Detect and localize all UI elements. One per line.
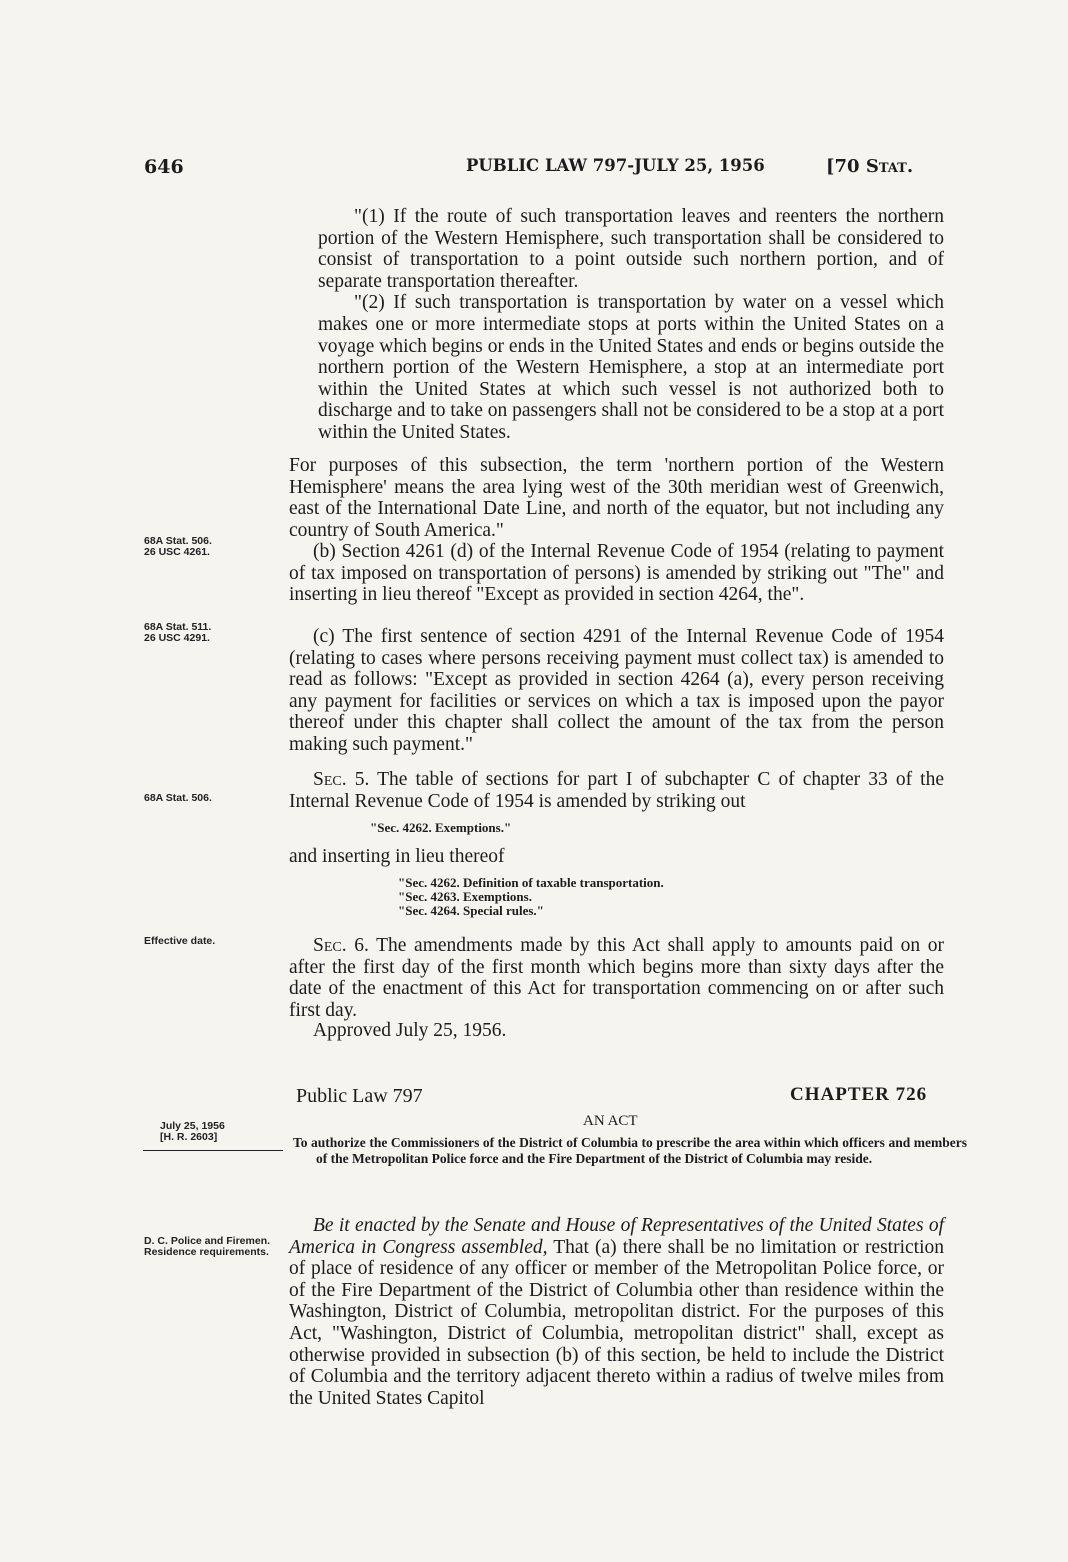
- margin-note-sec5: 68A Stat. 506.: [144, 792, 212, 804]
- enacting-paragraph: [289, 1215, 944, 1409]
- running-title: PUBLIC LAW 797-JULY 25, 1956: [466, 156, 765, 175]
- act-body: That (a) there shall be no limitation or restriction of place of residence of any officer or member of the Metropolitan Police force, or of the Fire Department of the District of Columbia other than residence within the Washington, District of Columbia, metropolitan district. For the purposes of this Act, "Washington, District of Columbia, metropolitan district" shall, except as otherwise provided in subsection (b) of this section, be held to include the District of Columbia and the territory adjacent thereto within a radius of twelve miles from the United States Capitol: [289, 1236, 944, 1409]
- public-law-number: Public Law 797: [296, 1085, 423, 1107]
- section-5: [289, 769, 944, 812]
- section-6-text: The amendments made by this Act shall apply to amounts paid on or after the first day of the first month which begins more than sixty days after the date of the enactment of this Act for transportation commencing on or after such first day.: [289, 935, 944, 1021]
- enacting-clause: Be it enacted by the Senate and House of Representatives of the United States of America in Congress assembled,: [289, 1215, 944, 1258]
- margin-note-subject: D. C. Police and Firemen. Residence requirements.: [144, 1235, 271, 1258]
- new-entries: [398, 876, 664, 918]
- margin-rule: [143, 1150, 283, 1151]
- paragraph-b: (b) Section 4261 (d) of the Internal Revenue Code of 1954 (relating to payment of tax imposed on transportation of persons) is amended by striking out "The" and inserting in lieu thereof "Except as provided in section 4264, the".: [289, 541, 944, 606]
- struck-entry: "Sec. 4262. Exemptions.": [370, 820, 512, 835]
- margin-note-effective: Effective date.: [144, 935, 216, 947]
- chapter-number: CHAPTER 726: [790, 1084, 928, 1105]
- page-number: 646: [144, 156, 184, 178]
- new-entry-1: "Sec. 4262. Definition of taxable transportation.: [398, 875, 664, 890]
- paragraph-c: (c) The first sentence of section 4291 of the Internal Revenue Code of 1954 (relating to cases where persons receiving payment must collect tax) is amended to read as follows: "Except as provided in section 4264 (a), every person receiving any payment for facilities or services on which a tax is imposed upon the payor thereof under this chapter shall collect the amount of the tax from the person making such payment.": [289, 626, 944, 755]
- quoted-paragraph-1: "(1) If the route of such transportation leaves and reenters the northern portion of the Western Hemisphere, such transportation shall be considered to consist of transportation to a point outside such northern portion, and of separate transportation thereafter.: [318, 206, 944, 292]
- an-act-heading: AN ACT: [583, 1113, 638, 1129]
- section-6: [289, 935, 944, 1021]
- margin-note-c: 68A Stat. 511. 26 USC 4291.: [144, 621, 212, 644]
- approved-line: Approved July 25, 1956.: [313, 1020, 507, 1041]
- margin-note-b: 68A Stat. 506. 26 USC 4261.: [144, 535, 212, 558]
- section-5-label: Sec. 5.: [313, 769, 370, 790]
- new-entry-3: "Sec. 4264. Special rules.": [398, 903, 544, 918]
- act-title: To authorize the Commissioners of the District of Columbia to prescribe the area within which officers and members of the Metropolitan Police force and the Fire Department of the District of Columbia may reside.: [293, 1135, 967, 1166]
- margin-note-date-bill: July 25, 1956 [H. R. 2603]: [160, 1120, 225, 1143]
- definition-paragraph: For purposes of this subsection, the term 'northern portion of the Western Hemisphere' means the area lying west of the 30th meridian west of Greenwich, east of the International Date Line, and north of the equator, but not including any country of South America.": [289, 455, 944, 541]
- new-entry-2: "Sec. 4263. Exemptions.: [398, 889, 532, 904]
- quoted-paragraph-2: "(2) If such transportation is transportation by water on a vessel which makes one or more intermediate stops at ports within the United States on a voyage which begins or ends in the United States and ends or begins outside the northern portion of the Western Hemisphere, a stop at an intermediate port within the United States at which such vessel is not authorized both to discharge and to take on passengers shall not be considered to be a stop at a port within the United States.: [318, 292, 944, 443]
- inserting-text: and inserting in lieu thereof: [289, 846, 505, 867]
- section-6-label: Sec. 6.: [313, 935, 369, 956]
- section-5-text: The table of sections for part I of subchapter C of chapter 33 of the Internal Revenue Code of 1954 is amended by striking out: [289, 769, 944, 812]
- volume-citation: [70 Stat.: [826, 156, 914, 177]
- quoted-block: [318, 206, 944, 444]
